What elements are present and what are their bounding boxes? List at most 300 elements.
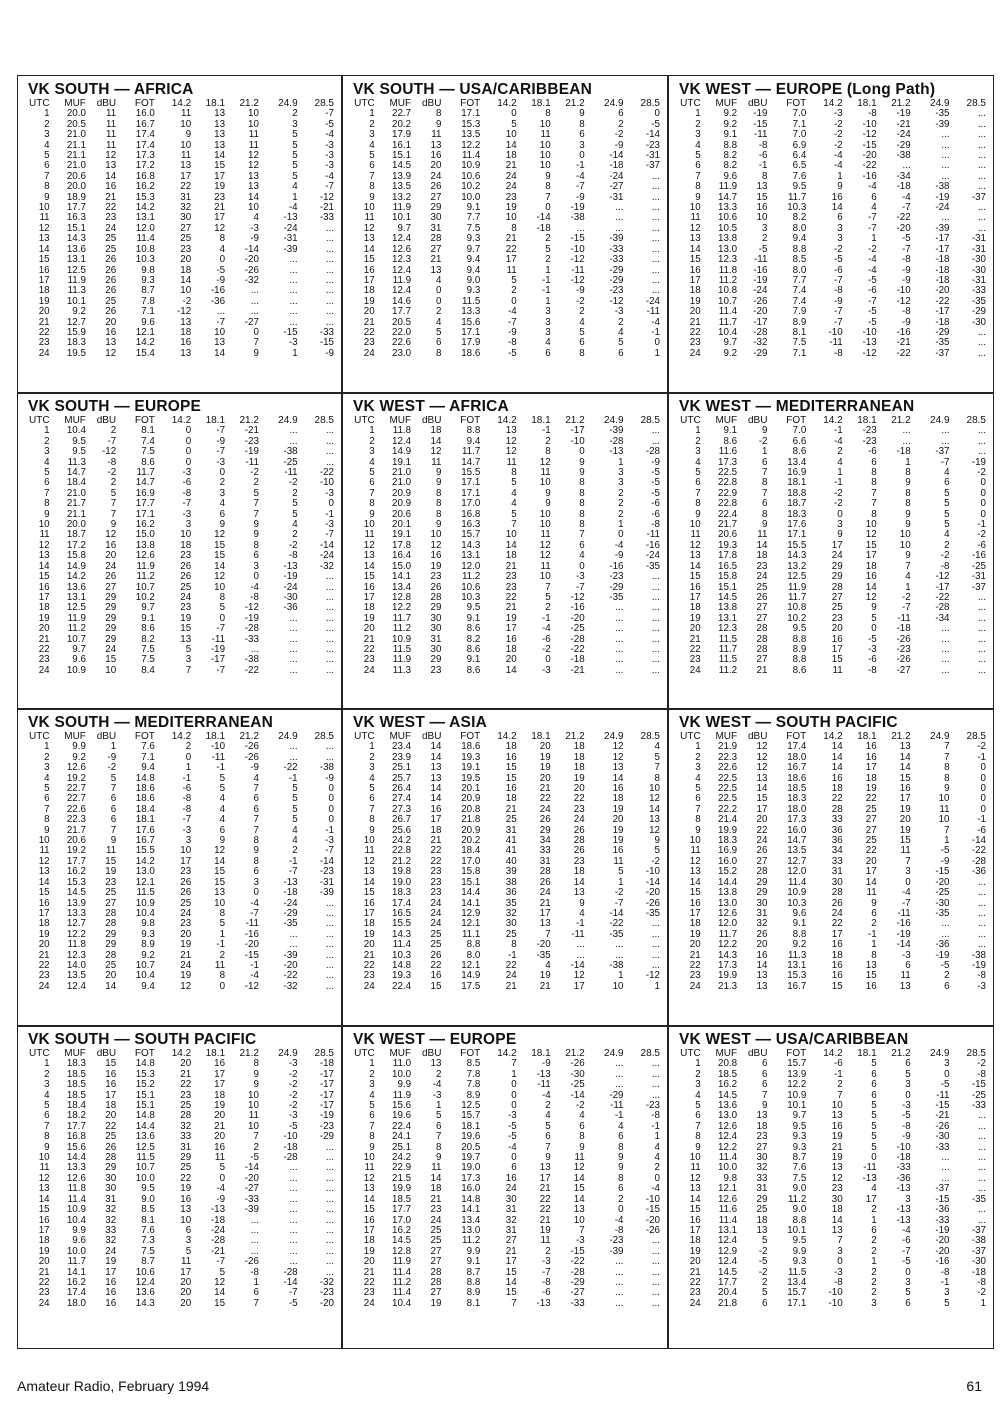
table-row — [349, 109, 661, 119]
table-cell: -11 — [284, 468, 298, 479]
table-cell: 10 — [363, 1153, 375, 1164]
table-cell: 19 — [865, 784, 877, 795]
table-cell: 16 — [430, 151, 442, 162]
table-cell: -12 — [319, 192, 334, 203]
table-cell: 8.8 — [466, 426, 481, 437]
table-cell: 8.2 — [466, 634, 481, 645]
table-row — [24, 468, 335, 478]
table-cell: -1 — [977, 815, 986, 826]
table-cell: 6 — [762, 457, 768, 468]
table-cell: -26 — [244, 752, 259, 763]
table-cell: -28 — [753, 327, 768, 338]
table-cell: 17.6 — [787, 520, 807, 531]
table-cell: 9.0 — [792, 1205, 807, 1216]
table-row — [675, 161, 987, 171]
table-cell: 16 — [831, 634, 843, 645]
table-cell: 8 — [369, 815, 375, 826]
table-cell: -1 — [288, 856, 298, 867]
table-row — [349, 603, 661, 613]
table-cell: 31 — [831, 867, 843, 878]
table-cell: 19 — [831, 1153, 843, 1164]
table-cell: -4 — [507, 1142, 517, 1153]
table-cell: 15.8 — [718, 572, 738, 583]
prediction-panel — [343, 76, 667, 392]
table-cell: -19 — [971, 457, 986, 468]
table-cell: 8.8 — [792, 1215, 807, 1226]
table-cell: ... — [289, 1215, 298, 1226]
table-cell: -1 — [288, 773, 298, 784]
table-cell: 16 — [756, 203, 768, 214]
table-cell: 6.9 — [792, 140, 807, 151]
table-cell: 24 — [756, 572, 768, 583]
table-cell: -26 — [896, 655, 911, 666]
table-cell: -7 — [216, 426, 226, 437]
column-header: 24.9 — [930, 99, 950, 109]
table-cell: 0 — [654, 109, 660, 120]
table-cell: 20.6 — [718, 530, 738, 541]
table-cell: 16 — [38, 1215, 50, 1226]
table-cell: -31 — [971, 275, 986, 286]
table-cell: -29 — [570, 1277, 585, 1288]
table-cell: 9 — [110, 836, 117, 847]
column-header: UTC — [354, 732, 375, 742]
table-cell: 17 — [214, 1080, 226, 1091]
column-header: UTC — [680, 99, 701, 109]
table-cell: 5 — [292, 161, 298, 172]
table-cell: 11.7 — [136, 468, 155, 479]
table-cell: 0 — [980, 478, 986, 489]
table-cell: -12 — [896, 296, 911, 307]
table-row — [24, 1257, 335, 1267]
table-cell: 20.0 — [66, 520, 86, 531]
table-cell: 21.0 — [392, 478, 412, 489]
table-cell: 12.4 — [392, 286, 412, 297]
table-cell: -1 — [977, 752, 986, 763]
table-cell: 24 — [831, 908, 843, 919]
table-cell: 6 — [762, 499, 768, 510]
table-cell: -9 — [250, 763, 259, 774]
table-cell: 12.4 — [392, 436, 412, 447]
table-cell: 22 — [38, 1277, 50, 1288]
table-cell: -8 — [833, 1277, 843, 1288]
table-cell: -5 — [250, 1153, 259, 1164]
table-cell: 20.0 — [66, 182, 86, 193]
table-cell: -12 — [862, 130, 877, 141]
column-header: MUF — [64, 732, 86, 742]
table-cell: 4 — [436, 317, 442, 328]
table-cell: 6 — [871, 1090, 877, 1101]
table-cell: 2 — [292, 846, 298, 857]
table-cell: 17.1 — [461, 488, 481, 499]
table-cell: ... — [289, 644, 298, 655]
table-cell: 0 — [511, 1101, 517, 1112]
table-cell: 22.7 — [392, 109, 412, 120]
table-cell: 15.8 — [461, 867, 481, 878]
table-cell: 3 — [944, 1288, 950, 1299]
table-cell: -17 — [319, 1090, 334, 1101]
table-cell: 18.2 — [66, 1111, 86, 1122]
table-cell: 26 — [539, 815, 551, 826]
table-cell: -10 — [862, 327, 877, 338]
table-cell: 9.0 — [141, 1194, 155, 1205]
table-cell: 12 — [612, 742, 624, 753]
table-cell: 13 — [756, 1111, 768, 1122]
table-cell: 5 — [579, 327, 585, 338]
table-cell: 8 — [511, 468, 517, 479]
table-cell: ... — [289, 255, 298, 266]
table-cell: 11 — [39, 530, 50, 541]
table-cell: 9.7 — [397, 223, 412, 234]
table-cell: 8 — [905, 499, 911, 510]
table-cell: -6 — [867, 655, 877, 666]
table-cell: 13.4 — [392, 582, 412, 593]
panel-title: VK WEST — ASIA — [353, 714, 487, 731]
table-cell: 11.5 — [718, 634, 738, 645]
table-cell: -1 — [833, 426, 843, 437]
table-cell: -3 — [614, 307, 624, 318]
column-header: UTC — [29, 732, 50, 742]
table-cell: 5 — [219, 784, 226, 795]
table-cell: 5 — [944, 509, 950, 520]
table-cell: -19 — [244, 613, 259, 624]
table-cell: 7 — [695, 1121, 701, 1132]
table-cell: 17.7 — [66, 1121, 86, 1132]
table-cell: 11.5 — [136, 1153, 155, 1164]
table-cell: 19 — [180, 613, 192, 624]
table-cell: 0 — [219, 981, 226, 992]
column-header: 28.5 — [314, 1049, 334, 1059]
table-cell: ... — [941, 655, 950, 666]
table-cell: 22.8 — [718, 499, 738, 510]
table-cell: 10.4 — [66, 426, 86, 437]
table-row — [24, 151, 335, 161]
table-cell: 24 — [38, 665, 50, 676]
table-cell: 3 — [695, 1080, 701, 1091]
table-cell: 12.4 — [718, 1236, 738, 1247]
table-cell: 20 — [573, 784, 585, 795]
prediction-table — [24, 1049, 335, 1309]
table-cell: 20.1 — [461, 784, 481, 795]
table-cell: 18 — [430, 825, 442, 836]
table-cell: 8 — [695, 815, 701, 826]
table-cell: 21 — [38, 1267, 50, 1278]
table-row — [675, 224, 987, 234]
table-cell: ... — [651, 929, 660, 940]
table-cell: 4 — [545, 960, 551, 971]
table-cell: -7 — [833, 317, 843, 328]
table-row — [24, 583, 335, 593]
table-cell: 10.4 — [718, 327, 738, 338]
table-cell: -6 — [977, 825, 986, 836]
column-header: 14.2 — [823, 416, 843, 426]
table-cell: 11 — [690, 1163, 701, 1174]
table-header-row — [24, 416, 335, 426]
table-cell: -18 — [319, 1059, 334, 1070]
table-cell: 7 — [44, 1121, 50, 1132]
table-cell: 4 — [44, 457, 50, 468]
table-cell: 1 — [695, 742, 701, 753]
table-cell: 16 — [689, 582, 701, 593]
table-cell: 29 — [105, 940, 117, 951]
table-cell: 14.3 — [461, 540, 481, 551]
table-cell: 12.4 — [718, 1132, 738, 1143]
table-cell: 18 — [689, 286, 701, 297]
table-cell: -9 — [614, 551, 624, 562]
table-cell: 18 — [865, 561, 877, 572]
table-cell: 25 — [180, 234, 192, 245]
table-cell: ... — [325, 960, 334, 971]
table-cell: ... — [289, 665, 298, 676]
table-row — [24, 1091, 335, 1101]
table-cell: ... — [325, 1184, 334, 1195]
table-row — [675, 447, 987, 457]
table-cell: 29 — [105, 1163, 117, 1174]
table-cell: 13.9 — [787, 1069, 807, 1080]
table-cell: 16 — [865, 742, 877, 753]
column-header: FOT — [786, 732, 807, 742]
table-cell: 14 — [756, 784, 768, 795]
table-cell: 11 — [540, 1236, 551, 1247]
column-header: 18.1 — [857, 1049, 877, 1059]
table-cell: 15 — [756, 794, 768, 805]
table-cell: 4 — [695, 773, 701, 784]
table-cell: -33 — [971, 286, 986, 297]
column-header: 28.5 — [966, 99, 986, 109]
table-cell: -29 — [753, 348, 768, 359]
table-cell: 0 — [219, 1173, 226, 1184]
prediction-table — [675, 732, 987, 992]
table-row — [24, 784, 335, 794]
table-cell: 18 — [756, 1121, 768, 1132]
table-row — [24, 213, 335, 223]
table-cell: 9 — [219, 836, 226, 847]
table-row — [24, 624, 335, 634]
table-cell: 22 — [539, 794, 551, 805]
table-cell: 11 — [105, 846, 117, 857]
table-cell: 19 — [214, 1101, 226, 1112]
table-row — [349, 182, 661, 192]
table-cell: 9.3 — [792, 1132, 807, 1143]
table-cell: 16 — [214, 1142, 226, 1153]
table-cell: 16 — [505, 634, 517, 645]
table-cell: 17 — [38, 1225, 50, 1236]
table-cell: 15 — [363, 1205, 375, 1216]
table-cell: 10 — [214, 327, 226, 338]
table-cell: 20.9 — [461, 794, 481, 805]
table-cell: 17 — [865, 551, 877, 562]
table-cell: 23.4 — [392, 742, 412, 753]
table-cell: -4 — [833, 436, 843, 447]
table-cell: -4 — [250, 971, 259, 982]
table-cell: 10.6 — [135, 1267, 155, 1278]
table-row — [675, 109, 987, 119]
table-cell: 24.1 — [392, 1132, 412, 1143]
table-cell: 6 — [110, 794, 117, 805]
table-cell: 7.4 — [792, 296, 807, 307]
table-row — [349, 1132, 661, 1142]
table-cell: 22.5 — [718, 784, 738, 795]
table-cell: 17 — [38, 275, 50, 286]
table-cell: ... — [325, 940, 334, 951]
table-cell: 31 — [505, 1205, 517, 1216]
table-cell: 18.4 — [66, 478, 86, 489]
table-cell: 27 — [831, 592, 843, 603]
column-header: 18.1 — [205, 732, 226, 742]
table-cell: 18 — [180, 540, 192, 551]
table-cell: -4 — [651, 317, 660, 328]
table-cell: 15 — [214, 867, 226, 878]
table-cell: 26 — [180, 888, 192, 899]
table-cell: 18 — [505, 151, 517, 162]
table-cell: 2 — [292, 109, 298, 120]
table-cell: 5 — [762, 1236, 768, 1247]
table-cell: -36 — [935, 1205, 950, 1216]
table-cell: 16 — [105, 540, 117, 551]
table-cell: 26 — [573, 825, 585, 836]
prediction-table — [24, 732, 335, 992]
table-cell: 2 — [944, 540, 950, 551]
table-cell: 29 — [539, 825, 551, 836]
table-cell: 11 — [506, 457, 517, 468]
table-cell: 16 — [363, 582, 375, 593]
table-cell: ... — [651, 950, 660, 961]
table-cell: -20 — [244, 255, 259, 266]
table-cell: 25 — [105, 888, 117, 899]
table-row — [349, 1216, 661, 1226]
table-cell: ... — [615, 1080, 624, 1091]
table-cell: -2 — [833, 244, 843, 255]
table-cell: 9.5 — [72, 436, 86, 447]
table-cell: ... — [977, 898, 986, 909]
table-cell: 6 — [618, 1184, 624, 1195]
table-cell: 21 — [689, 317, 701, 328]
table-cell: 9 — [695, 509, 701, 520]
table-cell: 9 — [253, 846, 259, 857]
table-cell: -4 — [250, 582, 259, 593]
table-cell: 9.7 — [141, 603, 155, 614]
table-cell: 19 — [689, 613, 701, 624]
table-cell: 3 — [837, 234, 843, 245]
column-header: dBU — [96, 1049, 117, 1059]
table-cell: 10 — [539, 151, 551, 162]
table-row — [675, 266, 987, 276]
table-cell: 6 — [545, 1132, 551, 1143]
table-cell: 10.8 — [718, 286, 738, 297]
table-cell: 14 — [38, 244, 50, 255]
table-cell: 23 — [363, 1288, 375, 1299]
table-cell: 14.1 — [461, 898, 481, 909]
table-cell: 17 — [831, 644, 843, 655]
table-row — [24, 899, 335, 909]
table-cell: 11 — [866, 888, 877, 899]
table-cell: -13 — [283, 213, 298, 224]
table-row — [675, 151, 987, 161]
prediction-panel — [343, 709, 667, 1025]
table-cell: 1 — [837, 171, 843, 182]
table-cell: -19 — [896, 929, 911, 940]
table-cell: 16 — [831, 960, 843, 971]
table-cell: 13.9 — [66, 898, 86, 909]
table-cell: -7 — [867, 296, 877, 307]
table-row — [349, 635, 661, 645]
table-cell: -30 — [971, 1257, 986, 1268]
table-row — [349, 846, 661, 856]
table-cell: 2 — [511, 286, 517, 297]
table-cell: ... — [941, 140, 950, 151]
table-cell: 4 — [618, 1121, 624, 1132]
table-cell: -15 — [753, 119, 768, 130]
table-cell: -39 — [609, 234, 624, 245]
table-cell: 13.1 — [787, 960, 807, 971]
table-cell: 17.1 — [787, 530, 807, 541]
table-row — [675, 982, 987, 992]
table-cell: 20 — [689, 1257, 701, 1268]
table-cell: 31 — [756, 1184, 768, 1195]
table-cell: 11.9 — [392, 275, 412, 286]
table-cell: -23 — [862, 426, 877, 437]
table-cell: 8 — [253, 540, 259, 551]
table-cell: -14 — [244, 1163, 259, 1174]
table-cell: 23 — [38, 655, 50, 666]
table-cell: 7 — [871, 488, 877, 499]
table-cell: -37 — [971, 192, 986, 203]
table-cell: -3 — [325, 488, 334, 499]
table-cell: -37 — [645, 161, 660, 172]
table-cell: ... — [651, 286, 660, 297]
table-cell: 8 — [436, 509, 442, 520]
table-cell: 9.2 — [141, 950, 155, 961]
table-row — [349, 1278, 661, 1288]
table-row — [349, 805, 661, 815]
table-cell: 10.7 — [135, 582, 155, 593]
table-cell: 2 — [369, 436, 375, 447]
table-cell: 9 — [436, 520, 442, 531]
table-cell: 20 — [363, 624, 375, 635]
table-cell: -14 — [645, 130, 660, 141]
table-cell: 12.9 — [718, 1246, 738, 1257]
table-cell: -10 — [828, 327, 843, 338]
table-cell: 16.3 — [461, 520, 481, 531]
table-cell: 19.2 — [66, 846, 86, 857]
table-cell: 15 — [38, 1205, 50, 1216]
table-cell: -23 — [896, 644, 911, 655]
table-cell: -6 — [867, 286, 877, 297]
table-cell: 17 — [430, 815, 442, 826]
table-cell: 6 — [369, 794, 375, 805]
table-cell: 11.8 — [67, 1184, 86, 1195]
table-cell: 24 — [689, 1298, 701, 1309]
table-cell: 6 — [905, 1298, 911, 1309]
table-cell: 14 — [573, 1194, 585, 1205]
table-cell: 19 — [363, 613, 375, 624]
table-cell: 17.5 — [461, 981, 481, 992]
table-cell: ... — [615, 1298, 624, 1309]
table-cell: -10 — [828, 1298, 843, 1309]
table-cell: -6 — [182, 478, 192, 489]
table-cell: 17 — [756, 804, 768, 815]
table-cell: 9 — [545, 499, 551, 510]
table-row — [675, 318, 987, 328]
table-cell: 13 — [430, 1059, 442, 1070]
table-row — [349, 297, 661, 307]
table-cell: 1 — [695, 109, 701, 120]
table-cell: -18 — [896, 1153, 911, 1164]
table-cell: 8.7 — [792, 1153, 807, 1164]
table-cell: 14 — [831, 763, 843, 774]
column-header: dBU — [748, 416, 768, 426]
column-header: MUF — [715, 416, 738, 426]
table-row — [24, 1278, 335, 1288]
